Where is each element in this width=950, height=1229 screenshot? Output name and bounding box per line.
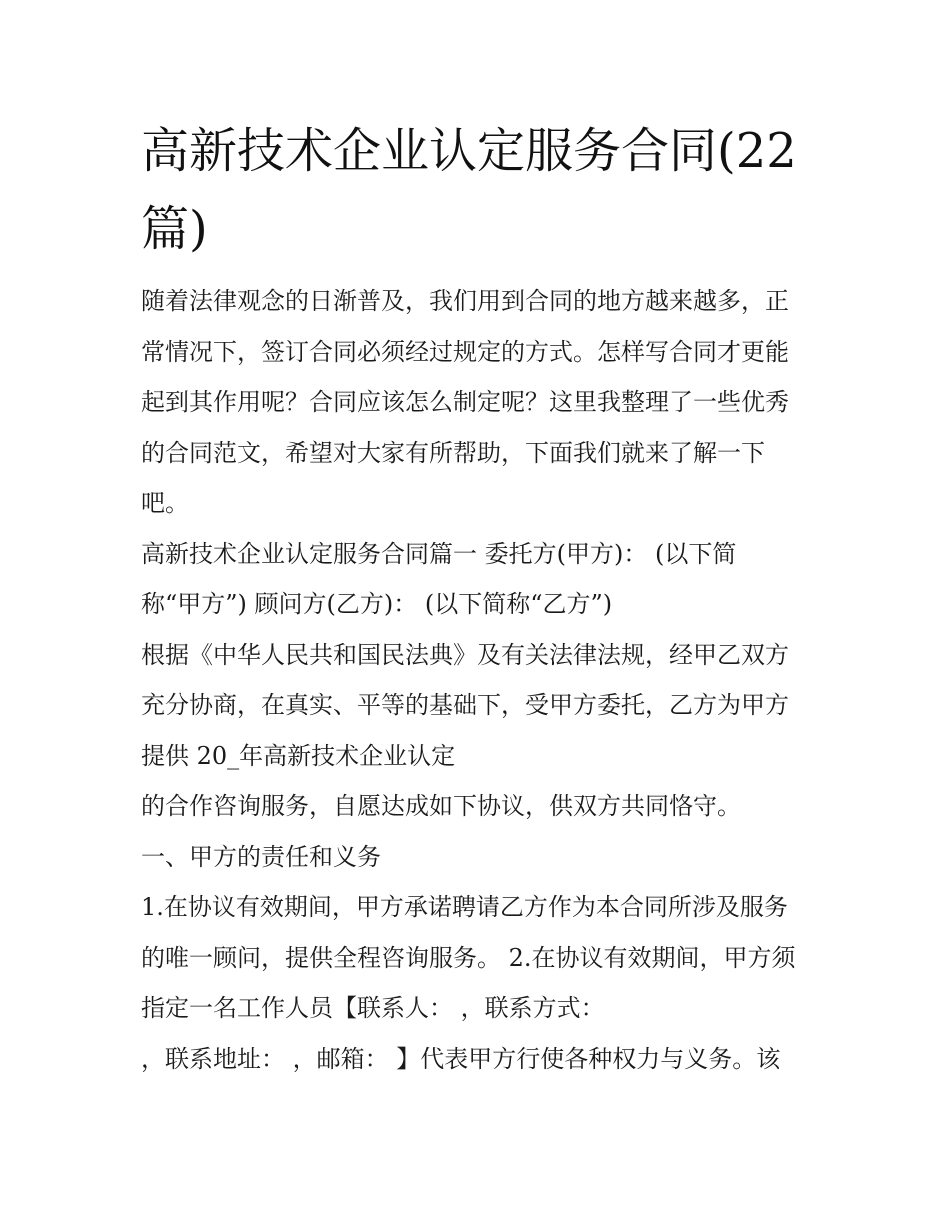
body-line: 吧。 xyxy=(141,489,189,517)
section-heading: 一、甲方的责任和义务 xyxy=(141,842,381,871)
body-line: 高新技术企业认定服务合同篇一 委托方(甲方)： (以下简 xyxy=(141,539,737,568)
document-body xyxy=(141,276,831,1084)
title-line-1: 高新技术企业认定服务合同(22 xyxy=(141,123,797,179)
body-line: 提供 20_年高新技术企业认定 xyxy=(141,741,456,770)
body-line: 的合同范文，希望对大家有所帮助，下面我们就来了解一下 xyxy=(141,438,765,467)
body-line: 称“甲方”) 顾问方(乙方)： (以下简称“乙方”) xyxy=(141,590,613,618)
body-line: 根据《中华人民共和国民法典》及有关法律法规，经甲乙双方 xyxy=(141,640,789,669)
body-line: 1.在协议有效期间，甲方承诺聘请乙方作为本合同所涉及服务 xyxy=(141,893,788,921)
document-title xyxy=(141,112,831,268)
body-line: 起到其作用呢？合同应该怎么制定呢？这里我整理了一些优秀 xyxy=(141,388,789,416)
body-line: ，联系地址： ，邮箱： 】代表甲方行使各种权力与义务。该 xyxy=(141,1044,781,1073)
title-line-2: 篇) xyxy=(141,201,208,257)
body-line: 充分协商，在真实、平等的基础下，受甲方委托，乙方为甲方 xyxy=(141,691,789,719)
body-line: 的合作咨询服务，自愿达成如下协议，供双方共同恪守。 xyxy=(141,792,741,820)
body-line: 的唯一顾问，提供全程咨询服务。 2.在协议有效期间，甲方须 xyxy=(141,943,796,972)
body-line: 常情况下，签订合同必须经过规定的方式。怎样写合同才更能 xyxy=(141,337,789,366)
body-line: 随着法律观念的日渐普及，我们用到合同的地方越来越多，正 xyxy=(141,287,789,315)
body-line: 指定一名工作人员【联系人： ，联系方式： xyxy=(141,994,605,1022)
